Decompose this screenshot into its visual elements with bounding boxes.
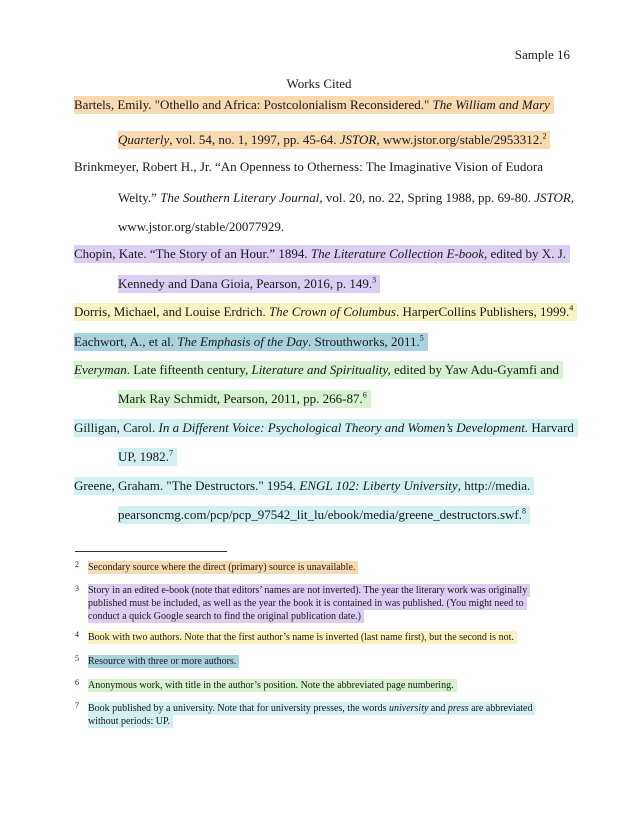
citation-text: Bartels, Emily. "Othello and Africa: Postcolonialism Reconsidered." xyxy=(74,97,433,112)
citation-text: edited by Yaw Adu-Gyamfi and xyxy=(390,362,560,377)
footnote-3-line-3: conduct a quick Google search to find the original publication date.) xyxy=(88,610,364,623)
footnote-number: 4 xyxy=(75,630,79,639)
citation-book-title: Literature and Spirituality, xyxy=(251,362,391,377)
footnote-ref: 7 xyxy=(168,448,173,458)
citation-url: pearsoncmg.com/pcp/pcp_97542_lit_lu/ebook/media/greene_destructors.swf. xyxy=(118,507,522,522)
citation-text: Greene, Graham. "The Destructors." 1954. xyxy=(74,478,300,493)
footnote-text: and xyxy=(428,703,448,714)
citation-dorris-line-1 xyxy=(74,303,577,321)
citation-book-title: The Crown of Columbus xyxy=(268,304,396,319)
citation-text: vol. 20, no. 22, Spring 1988, pp. 69-80. xyxy=(322,190,535,205)
citation-chopin-line-1 xyxy=(74,245,570,263)
citation-book-title: The Emphasis of the Day xyxy=(177,334,308,349)
citation-brinkmeyer-line-3 xyxy=(118,218,288,236)
citation-text: Kennedy and Dana Gioia, Pearson, 2016, p. 149. xyxy=(118,276,373,291)
footnote-text: Book published by a university. Note that for university presses, the words xyxy=(88,703,389,714)
footnote-3 xyxy=(88,584,530,623)
footnote-3-line-2: published must be included, as well as the year the book it is contained in was published. (You might need to xyxy=(88,597,527,610)
citation-text: Chopin, Kate. “The Story of an Hour.” 1894. xyxy=(74,246,311,261)
footnote-term: press xyxy=(447,703,469,714)
footnote-7-line-2: without periods: UP. xyxy=(88,715,173,728)
footnote-6: Anonymous work, with title in the author’s position. Note the abbreviated page numbering. xyxy=(88,679,457,692)
citation-text: UP, 1982. xyxy=(118,449,169,464)
citation-text: Welty.” xyxy=(118,190,161,205)
footnote-ref: 5 xyxy=(419,333,424,343)
citation-book-title: ENGL 102: Liberty University xyxy=(299,478,458,493)
citation-book-title: In a Different Voice: Psychological Theory and Women’s Development. xyxy=(158,420,529,435)
citation-text: . Late fifteenth century, xyxy=(126,362,252,377)
footnote-term: university xyxy=(388,703,429,714)
citation-greene-line-2 xyxy=(118,506,530,524)
footnote-number: 2 xyxy=(75,560,79,569)
citation-eachwort-line-1 xyxy=(74,333,428,351)
citation-text: Gilligan, Carol. xyxy=(74,420,159,435)
citation-bartels-line-1 xyxy=(74,96,554,114)
citation-gilligan-line-1 xyxy=(74,419,578,437)
footnote-number: 5 xyxy=(75,654,79,663)
citation-work-title: Everyman xyxy=(74,362,127,377)
footnote-ref: 8 xyxy=(521,506,526,516)
page-header: Sample 16 xyxy=(514,47,570,62)
citation-text: Dorris, Michael, and Louise Erdrich. xyxy=(74,304,269,319)
footnote-5: Resource with three or more authors. xyxy=(88,655,239,668)
citation-url: www.jstor.org/stable/2953312. xyxy=(379,132,543,147)
footnote-ref: 3 xyxy=(372,275,377,285)
citation-bartels-line-2 xyxy=(118,131,550,149)
citation-database: JSTOR, xyxy=(339,132,380,147)
footnote-number: 3 xyxy=(75,584,79,593)
footnote-divider xyxy=(75,551,227,552)
citation-everyman-line-1 xyxy=(74,361,563,379)
citation-text: edited by X. J. xyxy=(487,246,567,261)
citation-text: Eachwort, A., et al. xyxy=(74,334,178,349)
footnote-ref: 6 xyxy=(362,390,367,400)
footnote-number: 7 xyxy=(75,701,79,710)
citation-brinkmeyer-line-2 xyxy=(118,189,578,207)
citation-text: . HarperCollins Publishers, 1999. xyxy=(395,304,570,319)
citation-everyman-line-2 xyxy=(118,390,371,408)
page-title: Works Cited xyxy=(286,76,352,91)
citation-chopin-line-2 xyxy=(118,275,380,293)
citation-text: Harvard xyxy=(528,420,574,435)
footnote-7-line-1 xyxy=(88,702,535,715)
citation-text: , vol. 54, no. 1, 1997, pp. 45-64. xyxy=(169,132,340,147)
citation-text: Brinkmeyer, Robert H., Jr. “An Openness to Otherness: The Imaginative Vision of Eudora xyxy=(74,159,544,174)
footnote-text: are abbreviated xyxy=(468,703,533,714)
citation-text: . Strouthworks, 2011. xyxy=(307,334,420,349)
footnote-2: Secondary source where the direct (primary) source is unavailable. xyxy=(88,561,358,574)
footnote-3-line-1: Story in an edited e-book (note that editors’ names are not inverted). The year the literary work was originally xyxy=(88,584,530,597)
citation-brinkmeyer-line-1 xyxy=(74,158,547,176)
footnote-7 xyxy=(88,702,535,728)
citation-database: JSTOR, xyxy=(534,190,575,205)
citation-journal-title: The William and Mary xyxy=(432,97,550,112)
footnote-ref: 4 xyxy=(569,303,574,313)
citation-url: www.jstor.org/stable/20077929. xyxy=(118,219,285,234)
citation-text: Mark Ray Schmidt, Pearson, 2011, pp. 266-87. xyxy=(118,391,363,406)
footnote-number: 6 xyxy=(75,678,79,687)
citation-journal-title: Quarterly xyxy=(118,132,170,147)
footnote-4: Book with two authors. Note that the first author’s name is inverted (last name first), but the second is not. xyxy=(88,631,517,644)
citation-text: , http://media. xyxy=(457,478,531,493)
footnote-ref: 2 xyxy=(542,131,547,141)
citation-book-title: The Literature Collection E-book, xyxy=(310,246,488,261)
citation-greene-line-1 xyxy=(74,477,534,495)
citation-gilligan-line-2 xyxy=(118,448,177,466)
citation-journal-title: The Southern Literary Journal, xyxy=(160,190,323,205)
